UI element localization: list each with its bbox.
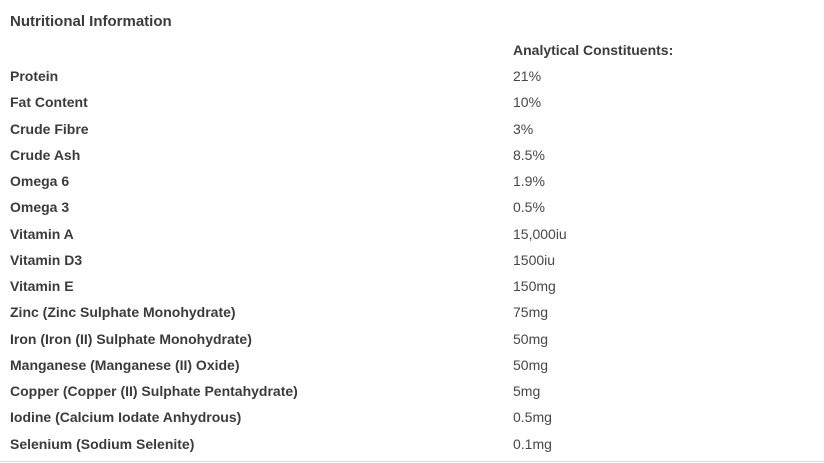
- table-row: [0, 194, 824, 220]
- nutrition-table: [0, 36, 824, 457]
- nutrient-label: Iodine (Calcium Iodate Anhydrous): [10, 409, 242, 426]
- nutrient-label: Omega 6: [10, 173, 70, 190]
- table-row: [0, 142, 824, 168]
- table-row: [0, 247, 824, 273]
- nutrient-value: 8.5%: [513, 146, 545, 163]
- nutrient-label: Fat Content: [10, 94, 88, 111]
- table-row: [0, 116, 824, 142]
- table-row: [0, 89, 824, 115]
- table-header-row: [0, 36, 824, 63]
- table-row: [0, 326, 824, 352]
- nutrient-value: 1500iu: [513, 251, 556, 268]
- nutrient-label: Iron (Iron (II) Sulphate Monohydrate): [10, 330, 252, 347]
- nutrient-label: Crude Fibre: [10, 120, 89, 137]
- table-row: [0, 352, 824, 378]
- nutrient-value: 0.5mg: [513, 409, 552, 426]
- table-row: [0, 273, 824, 299]
- table-rows-container: [0, 63, 824, 457]
- nutrient-value: 15,000iu: [513, 225, 567, 242]
- nutrient-label: Selenium (Sodium Selenite): [10, 435, 195, 452]
- nutrient-label: Protein: [10, 68, 59, 85]
- nutrient-label: Manganese (Manganese (II) Oxide): [10, 356, 240, 373]
- nutrient-value: 0.1mg: [513, 435, 552, 452]
- nutrient-label: Vitamin A: [10, 225, 74, 242]
- nutrient-label: Copper (Copper (II) Sulphate Pentahydrate): [10, 383, 298, 400]
- nutrient-value: 75mg: [513, 304, 549, 321]
- nutrient-value: 3%: [513, 120, 534, 137]
- table-row: [0, 63, 824, 89]
- nutrient-value: 50mg: [513, 330, 549, 347]
- section-divider: [0, 461, 824, 462]
- nutrient-label: Omega 3: [10, 199, 70, 216]
- nutrient-value: 5mg: [513, 383, 541, 400]
- nutrient-value: 1.9%: [513, 173, 545, 190]
- nutrient-value: 0.5%: [513, 199, 545, 216]
- section-title: Nutritional Information: [10, 13, 172, 30]
- table-row: [0, 431, 824, 457]
- table-row: [0, 378, 824, 404]
- nutrient-label: Crude Ash: [10, 146, 81, 163]
- nutrient-value: 10%: [513, 94, 542, 111]
- table-row: [0, 221, 824, 247]
- table-row: [0, 168, 824, 194]
- nutrient-label: Vitamin D3: [10, 251, 83, 268]
- table-row: [0, 299, 824, 325]
- nutrient-value: 21%: [513, 68, 542, 85]
- nutrient-label: Vitamin E: [10, 278, 74, 295]
- table-row: [0, 404, 824, 430]
- nutrient-value: 50mg: [513, 356, 549, 373]
- nutrient-label: Zinc (Zinc Sulphate Monohydrate): [10, 304, 236, 321]
- analytical-constituents-header: Analytical Constituents:: [513, 41, 674, 58]
- nutrient-value: 150mg: [513, 278, 556, 295]
